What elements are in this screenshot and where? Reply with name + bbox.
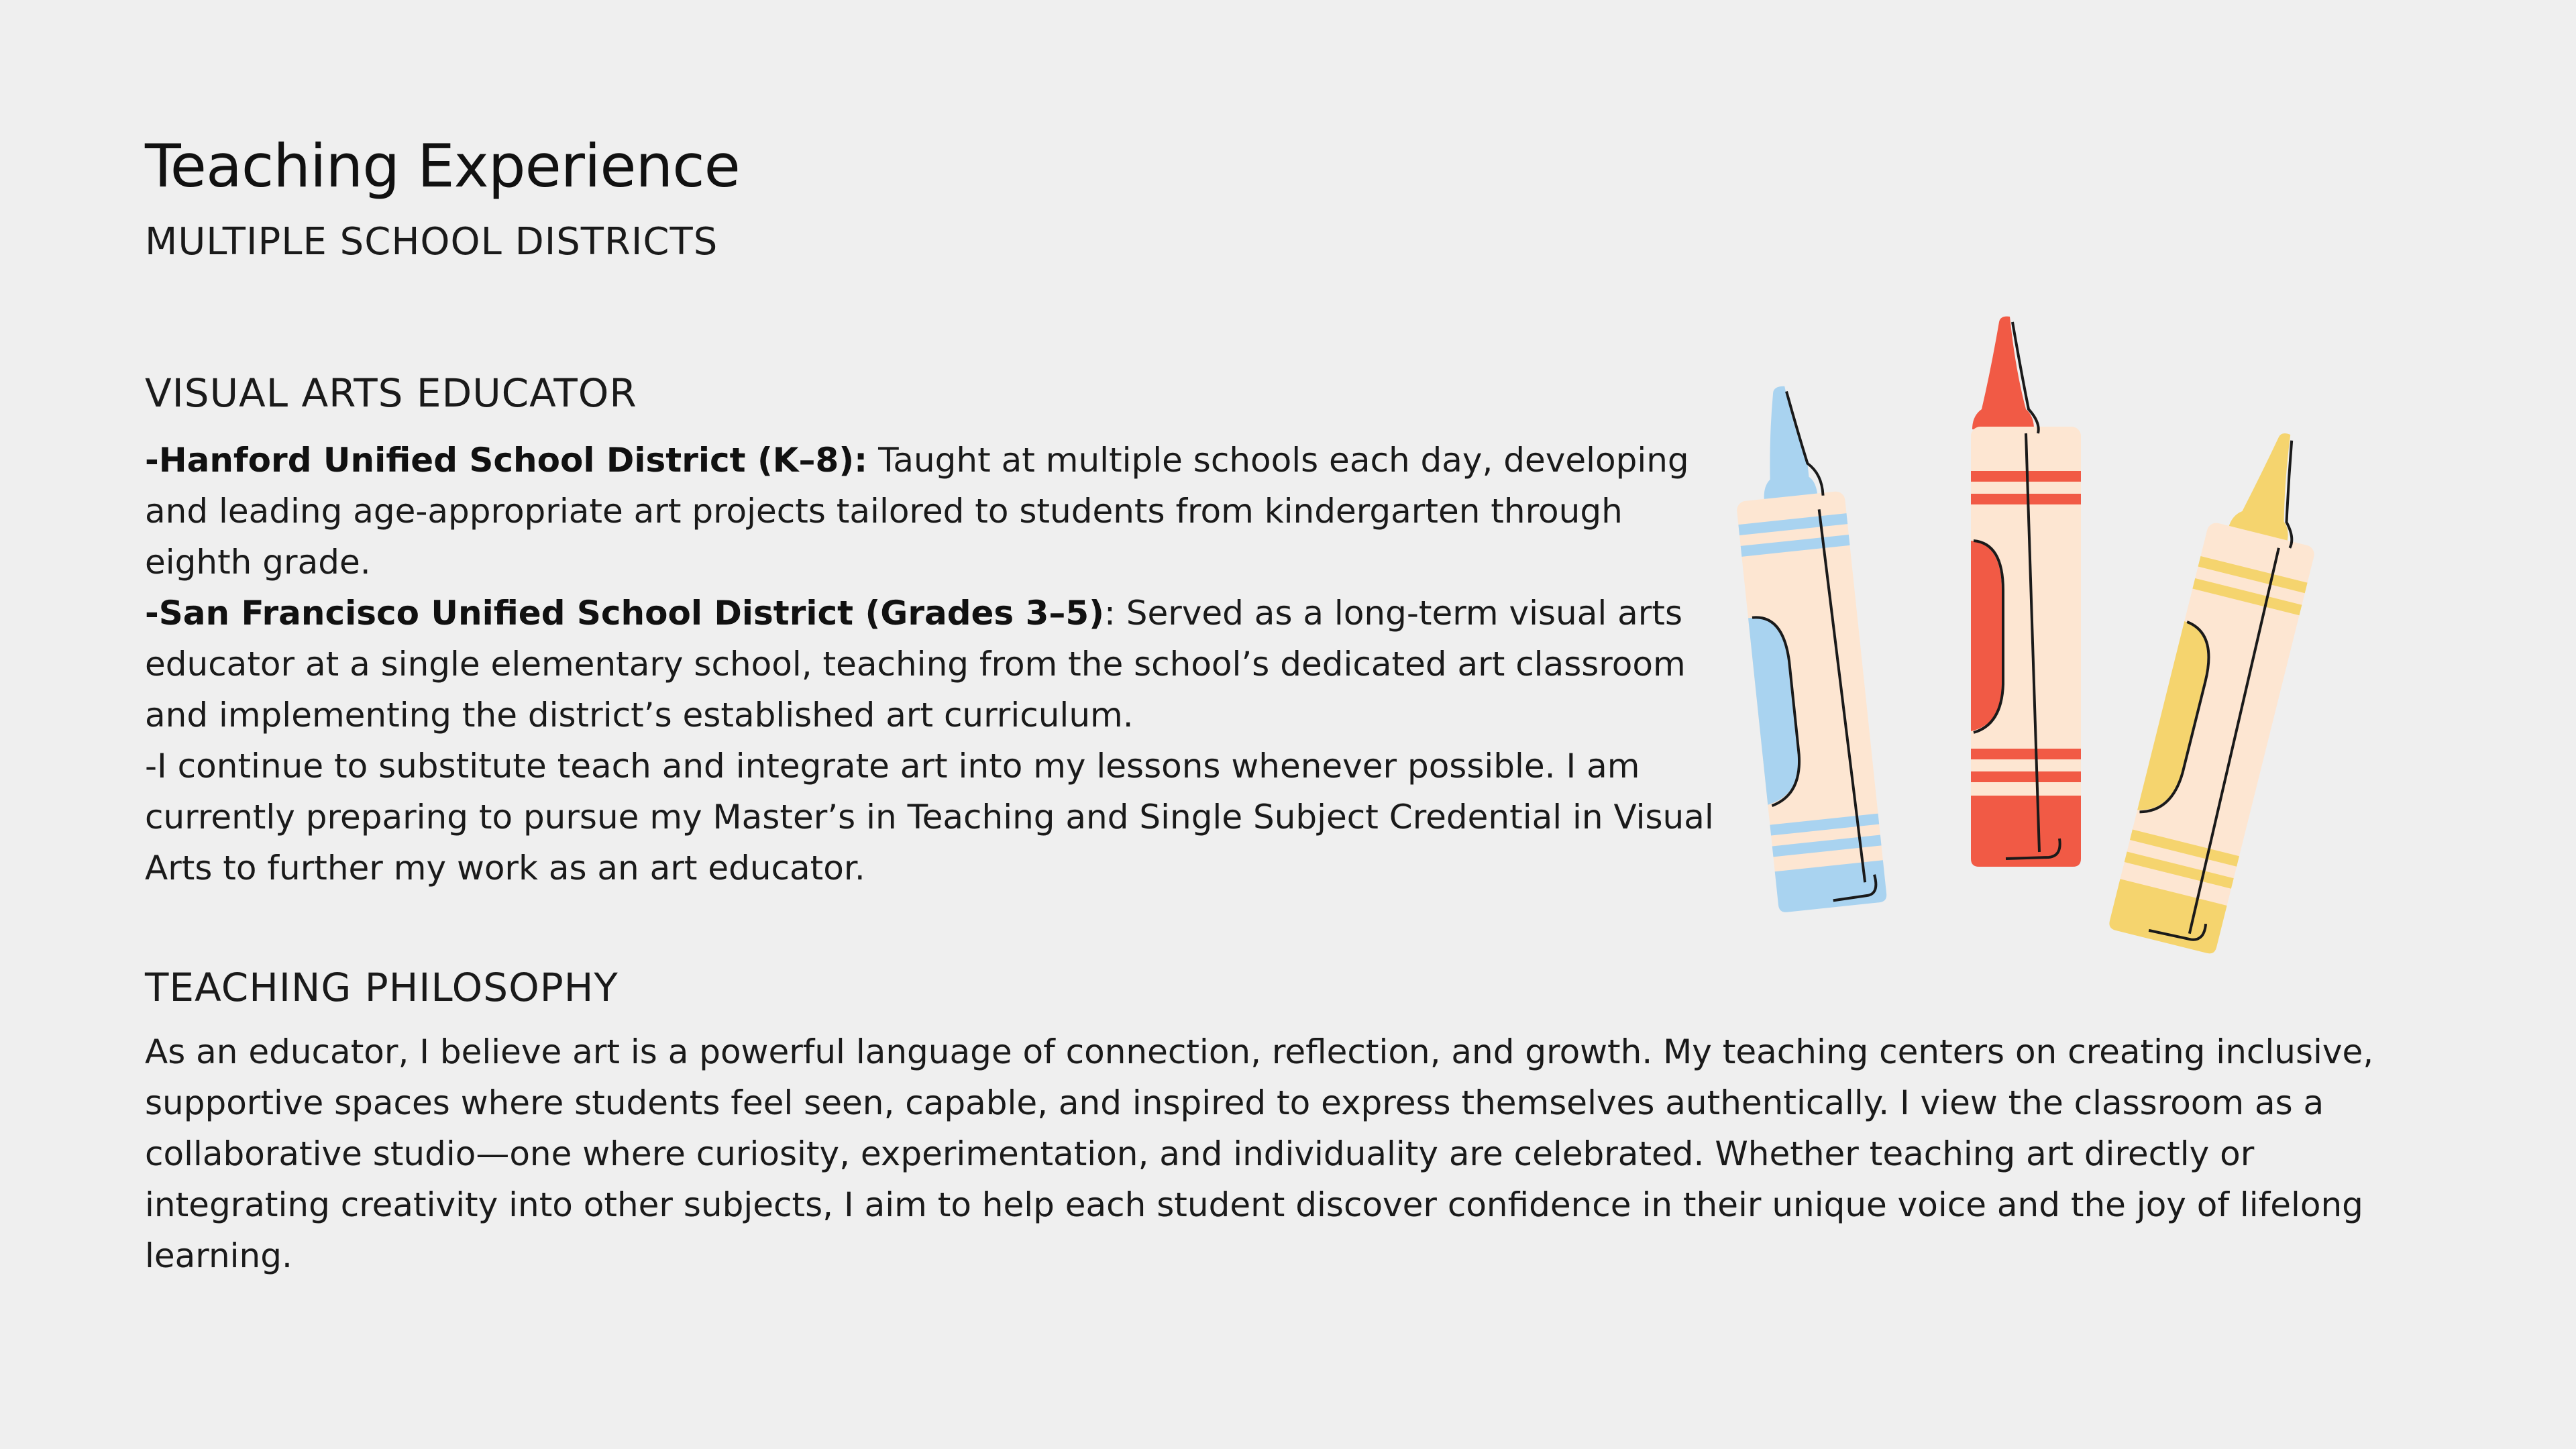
experience-entry-hanford — [145, 435, 1728, 588]
entry-text: Taught at multiple schools each day, developing and leading age-appropriate art projects tailored to students from kindergarten through eighth grade. — [145, 441, 1689, 582]
yellow-crayon-icon — [2108, 421, 2341, 955]
teaching-philosophy-heading: TEACHING PHILOSOPHY — [145, 965, 619, 1010]
teaching-philosophy-body: As an educator, I believe art is a powerful language of connection, reflection, and growth. My teaching centers on creating inclusive, supportive spaces where students feel seen, capable, and inspired to express themselves authentically. I view the classroom as a collaborative studio—one where curiosity, experimentation, and individuality are celebrated. Whether teaching art directly or integrating creativity into other subjects, I aim to help each student discover confidence in their unique voice and the joy of lifelong learning. — [145, 1032, 2374, 1275]
crayons-illustration — [1731, 295, 2388, 993]
page-title: Teaching Experience — [145, 131, 740, 201]
page-subtitle: MULTIPLE SCHOOL DISTRICTS — [145, 220, 718, 264]
entry-text: -I continue to substitute teach and integrate art into my lessons whenever possible. I am currently preparing to pursue my Master’s in Teaching and Single Subject Credential in Visual Arts to further my work as an art educator. — [145, 747, 1714, 888]
red-crayon-icon — [1971, 317, 2081, 867]
blue-crayon-icon — [1731, 381, 1887, 913]
visual-arts-heading: VISUAL ARTS EDUCATOR — [145, 370, 637, 416]
visual-arts-body — [145, 435, 1728, 894]
entry-lead: -San Francisco Unified School District (Grades 3–5) — [145, 594, 1105, 633]
entry-text: : Served as a long-term visual arts educator at a single elementary school, teaching from the school’s dedicated art classroom and implementing the district’s established art curriculum. — [145, 594, 1686, 735]
experience-entry-substitute — [145, 741, 1728, 894]
entry-lead: -Hanford Unified School District (K–8): — [145, 441, 868, 480]
experience-entry-san-francisco — [145, 588, 1728, 741]
